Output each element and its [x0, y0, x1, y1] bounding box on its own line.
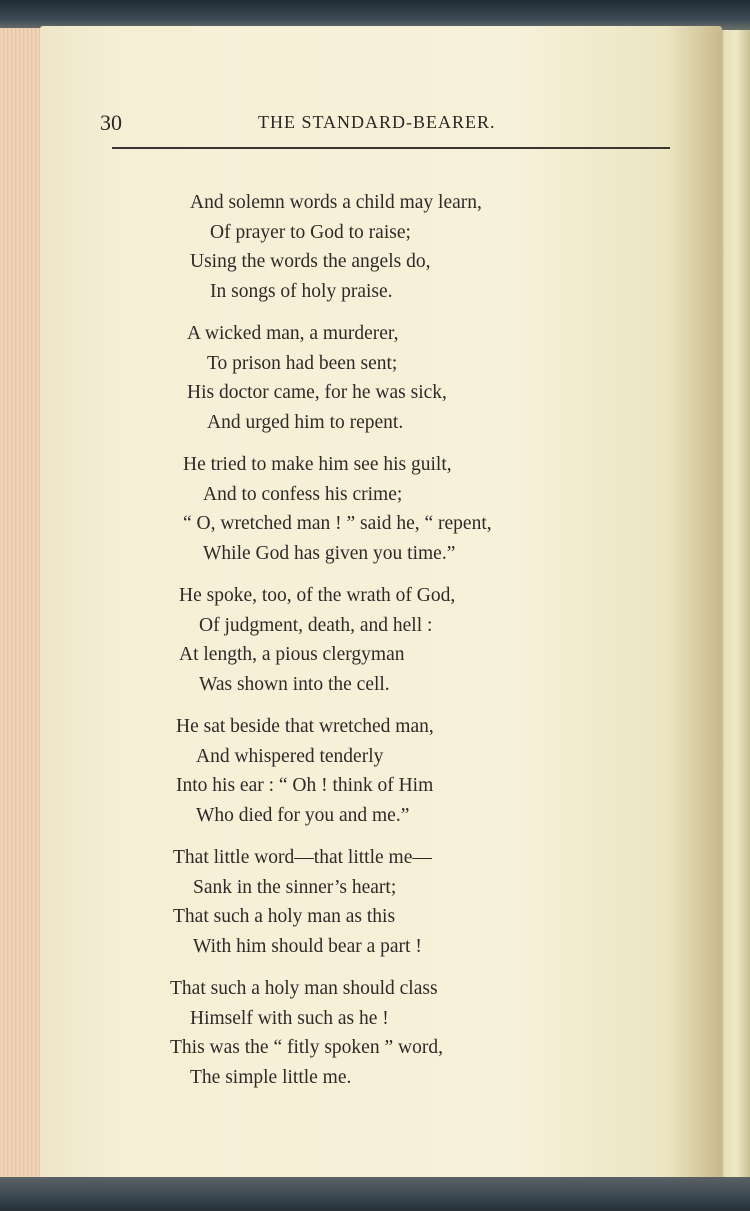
verse-line: To prison had been sent; — [207, 352, 398, 374]
verse-line: He sat beside that wretched man, — [176, 716, 434, 737]
stanza — [40, 188, 722, 306]
verse-line: This was the “ fitly spoken ” word, — [170, 1037, 443, 1058]
verse-line: And solemn words a child may learn, — [190, 192, 482, 213]
verse-line: His doctor came, for he was sick, — [187, 382, 447, 403]
book-page — [40, 26, 722, 1178]
page-header — [40, 106, 722, 138]
verse-line: The simple little me. — [190, 1066, 352, 1088]
verse-line: Himself with such as he ! — [190, 1007, 389, 1029]
stanza — [40, 843, 722, 961]
verse-line: That such a holy man as this — [173, 906, 396, 927]
verse-line: And urged him to repent. — [207, 411, 404, 433]
verse-line: In songs of holy praise. — [210, 280, 393, 302]
book-bottom-edge — [0, 1177, 750, 1211]
verse-line: “ O, wretched man ! ” said he, “ repent, — [183, 513, 492, 534]
page-number: 30 — [100, 110, 122, 135]
running-head: THE STANDARD-BEARER. — [258, 112, 496, 132]
verse-line: Into his ear : “ Oh ! think of Him — [176, 775, 434, 796]
verse-line: He tried to make him see his guilt, — [183, 454, 452, 475]
verse-line: A wicked man, a murderer, — [187, 323, 399, 344]
verse-line: That little word—that little me— — [173, 847, 432, 868]
verse-line: Of prayer to God to raise; — [210, 221, 411, 243]
verse-line: Of judgment, death, and hell : — [199, 614, 433, 636]
verse-line: And whispered tenderly — [196, 745, 384, 767]
stanza — [40, 974, 722, 1092]
header-rule — [112, 147, 670, 149]
verse-line: While God has given you time.” — [203, 542, 456, 564]
verse-line: Sank in the sinner’s heart; — [193, 876, 397, 898]
stanza — [40, 581, 722, 699]
verse-line: Using the words the angels do, — [190, 251, 431, 272]
verse-line: And to confess his crime; — [203, 483, 403, 505]
poem — [40, 188, 722, 1105]
stanza — [40, 712, 722, 830]
verse-line: Was shown into the cell. — [199, 673, 390, 695]
verse-line: That such a holy man should class — [170, 978, 438, 999]
stanza — [40, 450, 722, 568]
verse-line: At length, a pious clergyman — [179, 644, 405, 665]
verse-line: With him should bear a part ! — [193, 935, 422, 957]
stanza — [40, 319, 722, 437]
verse-line: He spoke, too, of the wrath of God, — [179, 585, 456, 606]
verse-line: Who died for you and me.” — [196, 804, 410, 826]
